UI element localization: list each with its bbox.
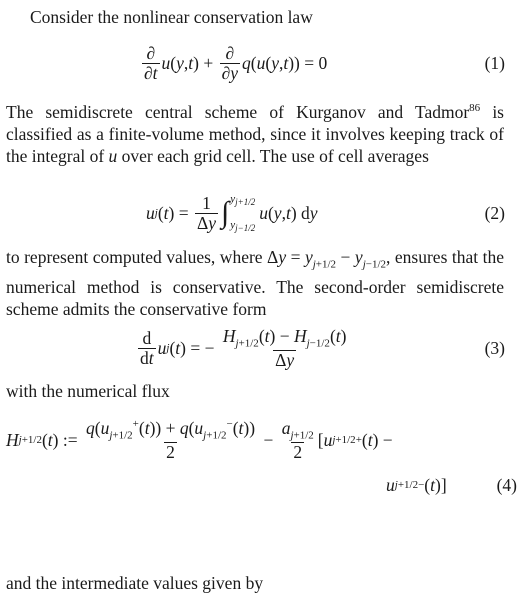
- equation-4-body: H j+1/2 ( t ) := $\frac{q(u_{j+1/2}^+(t)) + q(u_{j+1/2}^-(t))}{2}$ − $\frac{a_{j+1/2}}{2}$ [ u j+1/2 + ( t ) −: [6, 417, 393, 462]
- equation-3: [0, 324, 527, 372]
- paragraph-scheme-text-3: over each grid cell. The use of cell averages: [117, 145, 429, 166]
- paragraph-scheme-text-2: is classified as a finite-volume method, since it involves keeping track of the integral of: [6, 101, 504, 166]
- paragraph-averages-text-2: , ensures that the numerical method is conservative. The second-order semidiscrete scheme admits the conservative form: [6, 247, 504, 319]
- paragraph-averages: to represent computed values, where $\Delta y = y_{j+1/2} - y_{j-1/2}$, ensures that the numerical method is conservative. The second-order semidiscrete scheme admits the conservative form: [6, 247, 504, 319]
- equation-2: [0, 190, 527, 236]
- equation-4-number: (4): [496, 474, 517, 495]
- variable-u: u: [108, 145, 118, 166]
- citation-ref: 86: [469, 102, 481, 114]
- paragraph-scheme: [6, 97, 504, 167]
- equation-1-number: (1): [484, 52, 505, 73]
- equation-3-body: $\frac{d}{dt}$ u j ( t ) = − $\frac{H_{j+1/2}(t) - H_{j-1/2}(t)}{\Delta y}$: [140, 325, 347, 370]
- equation-1: [0, 42, 527, 84]
- paragraph-intermediate: and the intermediate values given by: [6, 573, 264, 593]
- paragraph-intro: Consider the nonlinear conservation law: [30, 7, 313, 27]
- equation-4-line-1: [0, 415, 527, 465]
- equation-2-number: (2): [484, 202, 505, 223]
- equation-3-number: (3): [484, 337, 505, 358]
- paragraph-flux: with the numerical flux: [6, 381, 170, 401]
- equation-2-body: u j ( t ) = $\frac{1}{\Delta y}$ ∫ $y_{j+1/2}$ $y_{j-1/2}$ u ( y , t ) d y: [146, 193, 318, 233]
- paragraph-averages-text-1: to represent computed values, where: [6, 247, 268, 267]
- equation-4-continuation: u j+1/2 − ( t )]: [386, 474, 452, 495]
- equation-4-line-2: [0, 470, 527, 500]
- paragraph-scheme-text-1: The semidiscrete central scheme of Kurganov and Tadmor: [6, 101, 470, 122]
- equation-1-body: $\frac{\partial}{\partial t}$ u ( y , t ) + $\frac{\partial}{\partial y}$ q ( u ( y , t )) = 0: [144, 43, 328, 83]
